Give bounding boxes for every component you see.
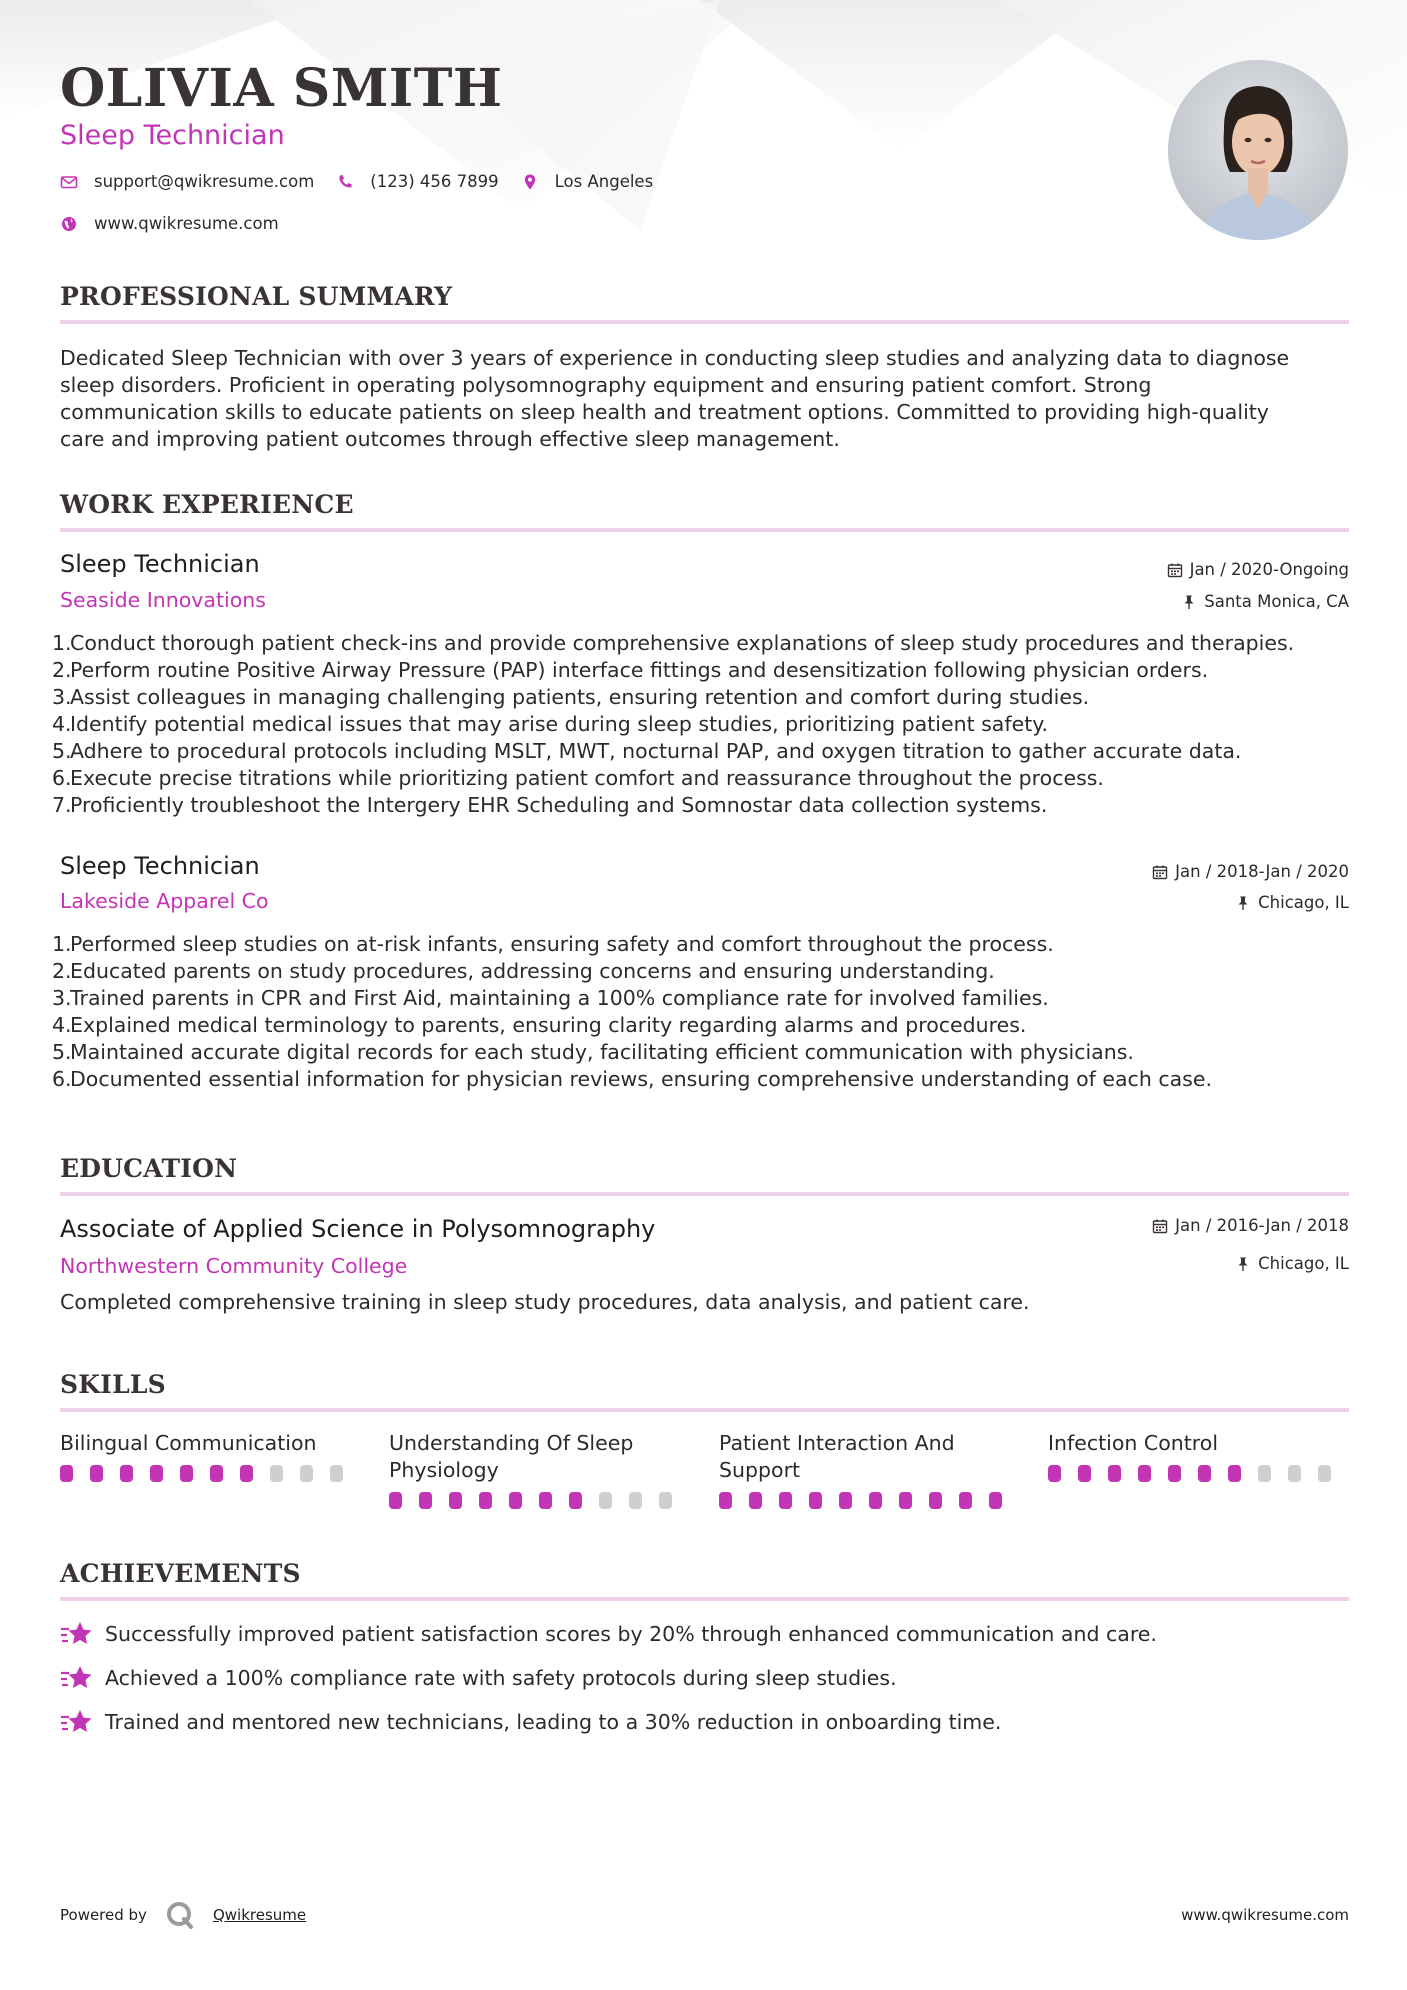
footer-website[interactable]: www.qwikresume.com	[1181, 1906, 1349, 1924]
qwikresume-logo-icon	[165, 1900, 195, 1930]
phone-text: (123) 456 7899	[370, 172, 499, 191]
degree-title: Associate of Applied Science in Polysomnography	[60, 1215, 656, 1243]
email-text: support@qwikresume.com	[94, 172, 315, 191]
skill-dot-filled	[569, 1492, 582, 1509]
achievement-item	[60, 1620, 1157, 1648]
bullet-text: Proficiently troubleshoot the Intergery EHR Scheduling and Somnostar data collection systems.	[70, 793, 1048, 817]
bullet-text: Conduct thorough patient check-ins and provide comprehensive explanations of sleep study procedures and therapies.	[70, 631, 1295, 655]
job-dates	[1167, 560, 1349, 579]
bullet-text: Explained medical terminology to parents, ensuring clarity regarding alarms and procedures.	[70, 1013, 1027, 1037]
skill-dot-filled	[180, 1465, 193, 1482]
skill-dot-empty	[270, 1465, 283, 1482]
skill-dot-filled	[1198, 1465, 1211, 1482]
bullet-text: Perform routine Positive Airway Pressure (PAP) interface fittings and desensitization following physician orders.	[70, 658, 1209, 682]
skill-name-line: Support	[719, 1458, 801, 1482]
bullet-text: Execute precise titrations while prioritizing patient comfort and reassurance throughout the process.	[70, 766, 1104, 790]
contact-row-web	[60, 214, 301, 233]
skill-dot-filled	[1078, 1465, 1091, 1482]
summary-line: Dedicated Sleep Technician with over 3 years of experience in conducting sleep studies and analyzing data to diagnose	[60, 346, 1290, 370]
skill-name-line: Infection Control	[1048, 1431, 1219, 1455]
skill-dot-filled	[749, 1492, 762, 1509]
skill-dot-filled	[210, 1465, 223, 1482]
candidate-name: OLIVIA SMITH	[60, 58, 503, 119]
skill-dot-filled	[899, 1492, 912, 1509]
phone-icon	[336, 173, 354, 191]
skill-name	[1048, 1430, 1348, 1457]
skill-dot-empty	[629, 1492, 642, 1509]
skill-dot-filled	[60, 1465, 73, 1482]
summary-heading: PROFESSIONAL SUMMARY	[60, 282, 453, 311]
job-company: Lakeside Apparel Co	[60, 889, 269, 913]
skill-dot-empty	[330, 1465, 343, 1482]
bullet-text: Documented essential information for physician reviews, ensuring comprehensive understanding of each case.	[70, 1067, 1212, 1091]
website-text: www.qwikresume.com	[94, 214, 279, 233]
skill-item	[389, 1430, 689, 1509]
skill-dot-filled	[479, 1492, 492, 1509]
experience-divider	[60, 528, 1349, 532]
skill-name-line: Bilingual Communication	[60, 1431, 317, 1455]
calendar-icon	[1152, 864, 1168, 880]
list-item: 3. Trained parents in CPR and First Aid, maintaining a 100% compliance rate for involved families.	[52, 986, 1049, 1010]
skill-dot-filled	[449, 1492, 462, 1509]
contact-email[interactable]	[60, 172, 314, 191]
bullet-text: Trained parents in CPR and First Aid, maintaining a 100% compliance rate for involved families.	[70, 986, 1049, 1010]
education-location-text: Chicago, IL	[1258, 1254, 1349, 1273]
skill-level-dots	[1048, 1465, 1348, 1482]
achievements-divider	[60, 1597, 1349, 1601]
education-description: Completed comprehensive training in sleep study procedures, data analysis, and patient care.	[60, 1290, 1030, 1314]
skill-dot-filled	[240, 1465, 253, 1482]
envelope-icon	[60, 173, 78, 191]
portrait-illustration	[1168, 60, 1348, 240]
skill-dot-filled	[120, 1465, 133, 1482]
job-location	[1235, 893, 1349, 912]
list-item: 7. Proficiently troubleshoot the Intergery EHR Scheduling and Somnostar data collection systems.	[52, 793, 1048, 817]
list-item: 2. Perform routine Positive Airway Pressure (PAP) interface fittings and desensitization following physician orders.	[52, 658, 1209, 682]
list-item: 1. Performed sleep studies on at-risk infants, ensuring safety and comfort throughout the process.	[52, 932, 1054, 956]
achievement-text: Trained and mentored new technicians, leading to a 30% reduction in onboarding time.	[105, 1710, 1002, 1734]
education-dates	[1152, 1216, 1349, 1235]
job-dates-text: Jan / 2018-Jan / 2020	[1175, 862, 1349, 881]
skill-dot-empty	[1258, 1465, 1271, 1482]
summary-divider	[60, 320, 1349, 324]
school-name: Northwestern Community College	[60, 1254, 408, 1278]
bullet-text: Maintained accurate digital records for each study, facilitating efficient communication with physicians.	[70, 1040, 1134, 1064]
skill-name-line: Understanding Of Sleep	[389, 1431, 634, 1455]
contact-phone[interactable]	[336, 172, 498, 191]
list-item: 4. Identify potential medical issues that may arise during sleep studies, prioritizing patient safety.	[52, 712, 1048, 736]
skill-dot-filled	[869, 1492, 882, 1509]
skill-dot-filled	[989, 1492, 1002, 1509]
skill-dot-filled	[929, 1492, 942, 1509]
list-item: 2. Educated parents on study procedures, addressing concerns and ensuring understanding.	[52, 959, 995, 983]
shooting-star-icon	[60, 1664, 92, 1692]
calendar-icon	[1152, 1218, 1168, 1234]
education-dates-text: Jan / 2016-Jan / 2018	[1175, 1216, 1349, 1235]
skill-dot-filled	[1228, 1465, 1241, 1482]
skill-dot-empty	[1288, 1465, 1301, 1482]
skill-name-line: Patient Interaction And	[719, 1431, 955, 1455]
job-responsibilities	[52, 931, 1352, 1093]
summary-line: communication skills to educate patients on sleep health and treatment options. Committed to providing high-quality	[60, 400, 1269, 424]
skill-dot-filled	[1168, 1465, 1181, 1482]
job-location	[1181, 592, 1349, 611]
list-item: 5. Maintained accurate digital records for each study, facilitating efficient communication with physicians.	[52, 1040, 1134, 1064]
skill-dot-empty	[659, 1492, 672, 1509]
skill-dot-filled	[1048, 1465, 1061, 1482]
powered-by-label: Powered by	[60, 1906, 147, 1924]
skill-name	[389, 1430, 689, 1484]
skill-dot-filled	[150, 1465, 163, 1482]
skill-name	[719, 1430, 1019, 1484]
skill-dot-empty	[599, 1492, 612, 1509]
skill-dot-filled	[389, 1492, 402, 1509]
globe-icon	[60, 215, 78, 233]
education-heading: EDUCATION	[60, 1154, 238, 1183]
job-dates-text: Jan / 2020-Ongoing	[1189, 560, 1349, 579]
contact-row	[60, 172, 675, 191]
job-location-text: Santa Monica, CA	[1204, 592, 1349, 611]
education-divider	[60, 1192, 1349, 1196]
pushpin-icon	[1235, 895, 1251, 911]
bullet-text: Educated parents on study procedures, addressing concerns and ensuring understanding.	[70, 959, 995, 983]
achievements-heading: ACHIEVEMENTS	[60, 1559, 301, 1588]
skill-dot-filled	[509, 1492, 522, 1509]
profile-photo	[1168, 60, 1348, 240]
education-location	[1235, 1254, 1349, 1273]
list-item: 4. Explained medical terminology to parents, ensuring clarity regarding alarms and procedures.	[52, 1013, 1027, 1037]
skill-dot-filled	[539, 1492, 552, 1509]
skill-dot-filled	[809, 1492, 822, 1509]
skill-name-line: Physiology	[389, 1458, 499, 1482]
job-title: Sleep Technician	[60, 550, 260, 578]
skill-item	[60, 1430, 360, 1482]
job-title: Sleep Technician	[60, 852, 260, 880]
experience-heading: WORK EXPERIENCE	[60, 490, 354, 519]
skills-divider	[60, 1408, 1349, 1412]
footer-powered-by	[60, 1900, 306, 1930]
summary-text	[60, 345, 1349, 453]
list-item: 1. Conduct thorough patient check-ins and provide comprehensive explanations of sleep study procedures and therapies.	[52, 631, 1295, 655]
bullet-text: Performed sleep studies on at-risk infants, ensuring safety and comfort throughout the process.	[70, 932, 1054, 956]
achievement-item	[60, 1664, 897, 1692]
list-item: 6. Documented essential information for physician reviews, ensuring comprehensive understanding of each case.	[52, 1067, 1212, 1091]
job-location-text: Chicago, IL	[1258, 893, 1349, 912]
pushpin-icon	[1235, 1256, 1251, 1272]
skill-dot-filled	[779, 1492, 792, 1509]
bullet-text: Identify potential medical issues that may arise during sleep studies, prioritizing patient safety.	[70, 712, 1048, 736]
contact-location	[521, 172, 654, 191]
achievement-item	[60, 1708, 1001, 1736]
skill-dot-filled	[1108, 1465, 1121, 1482]
candidate-title: Sleep Technician	[60, 120, 285, 151]
skill-dot-filled	[719, 1492, 732, 1509]
skill-dot-filled	[90, 1465, 103, 1482]
skill-dot-filled	[419, 1492, 432, 1509]
skill-dot-filled	[839, 1492, 852, 1509]
skill-name	[60, 1430, 360, 1457]
brand-link[interactable]: Qwikresume	[212, 1906, 307, 1924]
list-item: 5. Adhere to procedural protocols including MSLT, MWT, nocturnal PAP, and oxygen titration to gather accurate data.	[52, 739, 1242, 763]
location-text: Los Angeles	[554, 172, 654, 191]
shooting-star-icon	[60, 1708, 92, 1736]
pushpin-icon	[1181, 594, 1197, 610]
skill-level-dots	[389, 1492, 689, 1509]
summary-line: care and improving patient outcomes through effective sleep management.	[60, 427, 840, 451]
skill-dot-empty	[1318, 1465, 1331, 1482]
skills-heading: SKILLS	[60, 1370, 166, 1399]
skill-dot-filled	[1138, 1465, 1151, 1482]
list-item: 6. Execute precise titrations while prioritizing patient comfort and reassurance throughout the process.	[52, 766, 1104, 790]
skill-item	[719, 1430, 1019, 1509]
job-responsibilities	[52, 630, 1352, 819]
achievement-text: Successfully improved patient satisfaction scores by 20% through enhanced communication and care.	[105, 1622, 1157, 1646]
skill-dot-filled	[959, 1492, 972, 1509]
achievement-text: Achieved a 100% compliance rate with safety protocols during sleep studies.	[105, 1666, 897, 1690]
shooting-star-icon	[60, 1620, 92, 1648]
summary-line: sleep disorders. Proficient in operating polysomnography equipment and ensuring patient comfort. Strong	[60, 373, 1152, 397]
skill-level-dots	[60, 1465, 360, 1482]
map-pin-icon	[521, 173, 539, 191]
calendar-icon	[1167, 562, 1183, 578]
list-item: 3. Assist colleagues in managing challenging patients, ensuring retention and comfort during studies.	[52, 685, 1090, 709]
job-dates	[1152, 862, 1349, 881]
contact-website[interactable]	[60, 214, 279, 233]
skill-item	[1048, 1430, 1348, 1482]
bullet-text: Adhere to procedural protocols including MSLT, MWT, nocturnal PAP, and oxygen titration to gather accurate data.	[70, 739, 1242, 763]
bullet-text: Assist colleagues in managing challenging patients, ensuring retention and comfort during studies.	[70, 685, 1090, 709]
job-company: Seaside Innovations	[60, 588, 266, 612]
skill-dot-empty	[300, 1465, 313, 1482]
skill-level-dots	[719, 1492, 1019, 1509]
